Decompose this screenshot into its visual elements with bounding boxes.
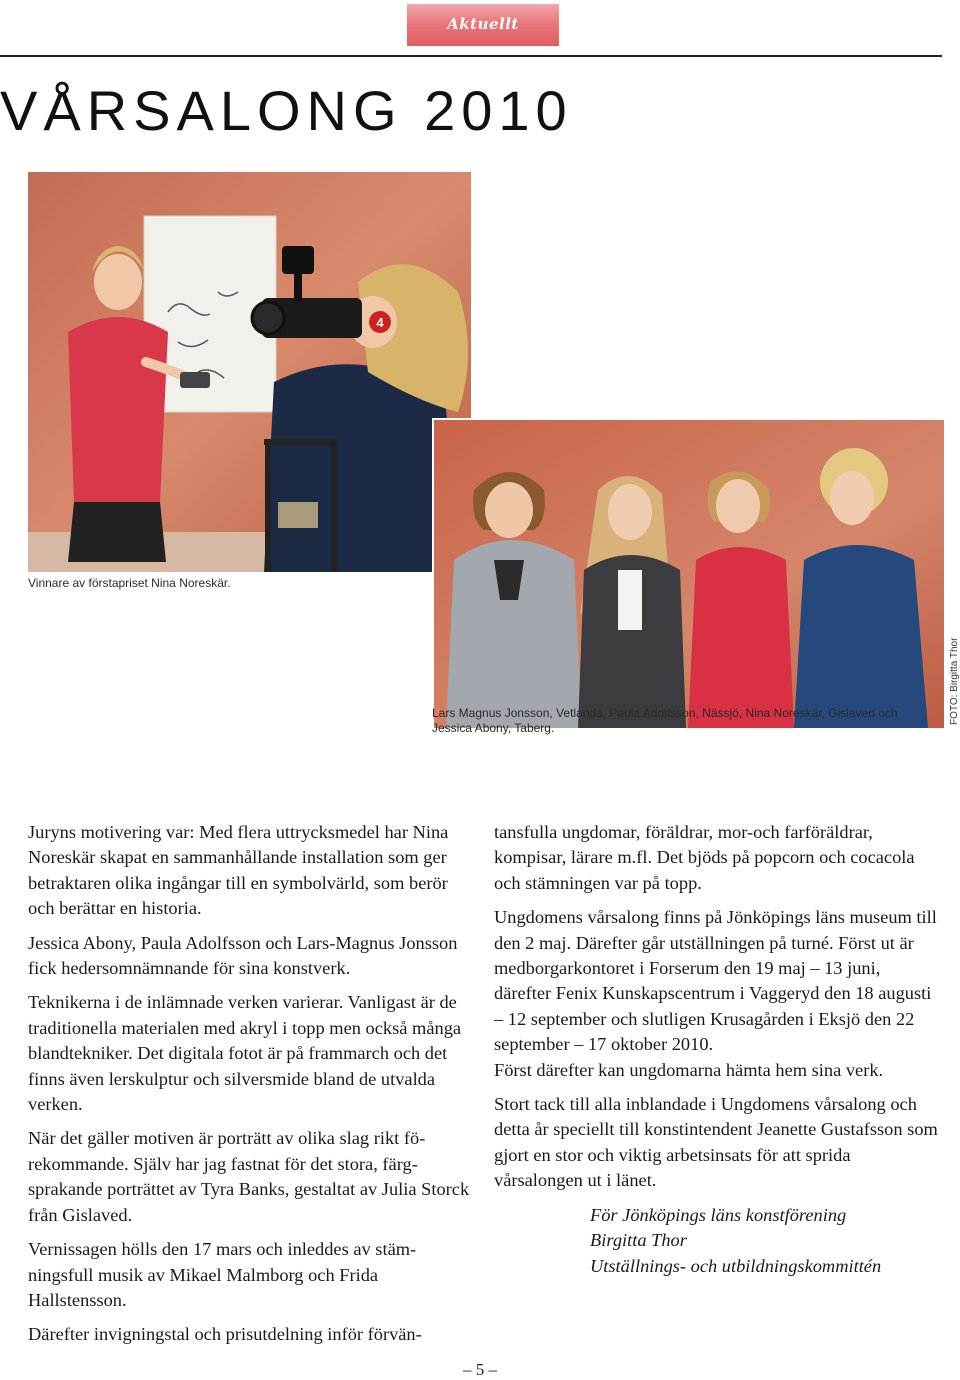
- paragraph: Därefter invigningstal och prisutdelning inför förvän-: [28, 1324, 422, 1345]
- signature-block: [590, 1203, 940, 1279]
- paragraph: Juryns motivering var: Med flera uttrycksmedel har Nina Noreskär skapat en sammanhållande installation som ger betraktaren olika ingångar till en symbolvärld, som berör och berättar en historia.: [28, 822, 449, 919]
- signature-committee: Utställnings- och utbildningskommittén: [590, 1255, 882, 1276]
- paragraph: När det gäller motiven är porträtt av olika slag rikt förekommande. Själv har jag fastnat för det stora, färgsprakande porträttet av Tyra Banks, gestaltat av Julia Storck från Gislaved.: [28, 1128, 470, 1225]
- paragraph: Ungdomens vårsalong finns på Jönköpings läns museum till den 2 maj. Därefter går utställningen på turné. Först ut är medborgarkontoret i Forserum den 19 maj – 13 juni, därefter Fenix Kunskapscentrum i Vaggeryd den 18 augusti – 12 september och slutligen Krusagården i Eksjö den 22 september – 17 oktober 2010.: [494, 907, 937, 1055]
- paragraph: Först därefter kan ungdomarna hämta hem sina verk.: [494, 1059, 884, 1080]
- signature-organization: För Jönköpings läns konstförening: [590, 1204, 847, 1225]
- photo1-caption: Vinnare av förstapriset Nina Noreskär.: [28, 576, 231, 590]
- article-title: VÅRSALONG 2010: [0, 79, 573, 142]
- section-tab: Aktuellt: [407, 4, 559, 46]
- page-number: – 5 –: [463, 1360, 497, 1379]
- photo-credit: FOTO: Birgitta Thor: [949, 637, 960, 725]
- paragraph: Teknikerna i de inlämnade verken varierar. Vanligast är de traditionella materialen med akryl i topp men också många blandtekniker. Det digitala fotot är på frammarch och det finns även lerskulptur och silversmide bland de utvalda verken.: [28, 992, 462, 1115]
- article-column-left: [28, 820, 474, 1357]
- paragraph: Jessica Abony, Paula Adolfsson och Lars-Magnus Jonsson fick hedersomnämnande för sina konstverk.: [28, 932, 458, 979]
- photo2-caption: Lars Magnus Jonsson, Vetlanda, Paula Adolfsson, Nässjö, Nina Noreskär, Gislaved och Jessica Abony, Taberg.: [432, 706, 898, 735]
- paragraph: Stort tack till alla inblandade i Ungdomens vårsalong och detta år speciellt till konstintendent Jeanette Gustafsson som gjort en stor och viktig arbetsinsats för att sprida vårsalongen ut i länet.: [494, 1094, 938, 1191]
- photo-group: [432, 418, 944, 728]
- signature-author: Birgitta Thor: [590, 1230, 687, 1251]
- paragraph: tansfulla ungdomar, föräldrar, mor-och farföräldrar, kompisar, lärare m.fl. Det bjöds på popcorn och cocacola och stämningen var på topp.: [494, 822, 915, 893]
- paragraph: Vernissagen hölls den 17 mars och inleddes av stämningsfull musik av Mikael Malmborg och Frida Hallstensson.: [28, 1239, 417, 1310]
- header-rule: [0, 55, 942, 57]
- photo-winner: [28, 172, 471, 572]
- article-column-right: [494, 820, 940, 1279]
- tv4-logo: 4: [376, 315, 384, 330]
